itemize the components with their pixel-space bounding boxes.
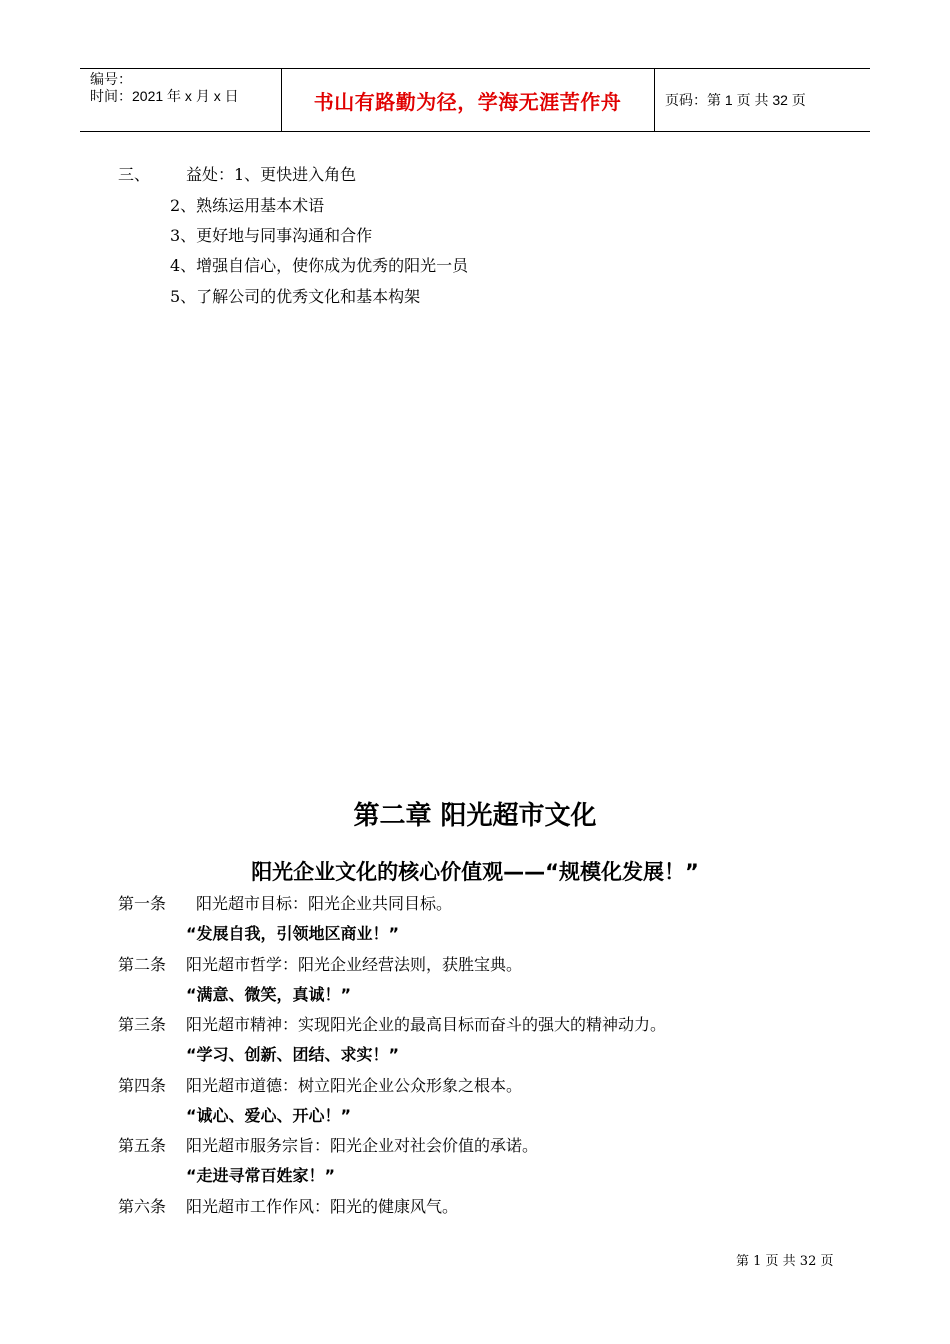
benefit-item: 2、熟练运用基本术语 [170,196,325,215]
chapter-subtitle: 阳光企业文化的核心价值观——“规模化发展！” [251,860,699,884]
header-page-info: 页码：第 1 页 共 32 页 [665,92,806,108]
article-slogan: “学习、创新、团结、求实！” [186,1045,400,1064]
article-label: 第六条 [118,1197,167,1216]
article-label: 第一条 [118,894,167,913]
article-label: 第五条 [118,1136,167,1155]
article-slogan: “满意、微笑，真诚！” [186,985,352,1004]
article-slogan: “发展自我，引领地区商业！” [186,924,400,943]
header-motto: 书山有路勤为径，学海无涯苦作舟 [313,90,622,114]
benefit-item: 3、更好地与同事沟通和合作 [170,226,373,245]
header-meta [90,71,239,105]
benefit-item: 4、增强自信心，使你成为优秀的阳光一员 [170,256,469,275]
article-label: 第二条 [118,955,167,974]
article-slogan: “诚心、爱心、开心！” [186,1106,352,1125]
benefit-item: 益处：1、更快进入角色 [186,165,357,184]
chapter-title: 第二章 阳光超市文化 [353,801,597,831]
article-text: 阳光超市道德：树立阳光企业公众形象之根本。 [186,1076,523,1095]
article-text: 阳光超市精神：实现阳光企业的最高目标而奋斗的强大的精神动力。 [186,1015,667,1034]
article-text: 阳光超市服务宗旨：阳光企业对社会价值的承诺。 [186,1136,539,1155]
article-label: 第四条 [118,1076,167,1095]
article-text: 阳光超市目标：阳光企业共同目标。 [196,894,453,913]
date-label: 时间：2021 年 x 月 x 日 [90,88,239,104]
page-footer: 第 1 页 共 32 页 [736,1254,834,1269]
number-label: 编号： [90,71,132,87]
article-slogan: “走进寻常百姓家！” [186,1166,336,1185]
article-text: 阳光超市工作作风：阳光的健康风气。 [186,1197,459,1216]
article-text: 阳光超市哲学：阳光企业经营法则，获胜宝典。 [186,955,523,974]
benefits-index: 三、 [118,165,151,184]
benefit-item: 5、了解公司的优秀文化和基本构架 [170,287,421,306]
article-label: 第三条 [118,1015,167,1034]
header-divider [654,69,655,131]
document-header [80,68,870,132]
